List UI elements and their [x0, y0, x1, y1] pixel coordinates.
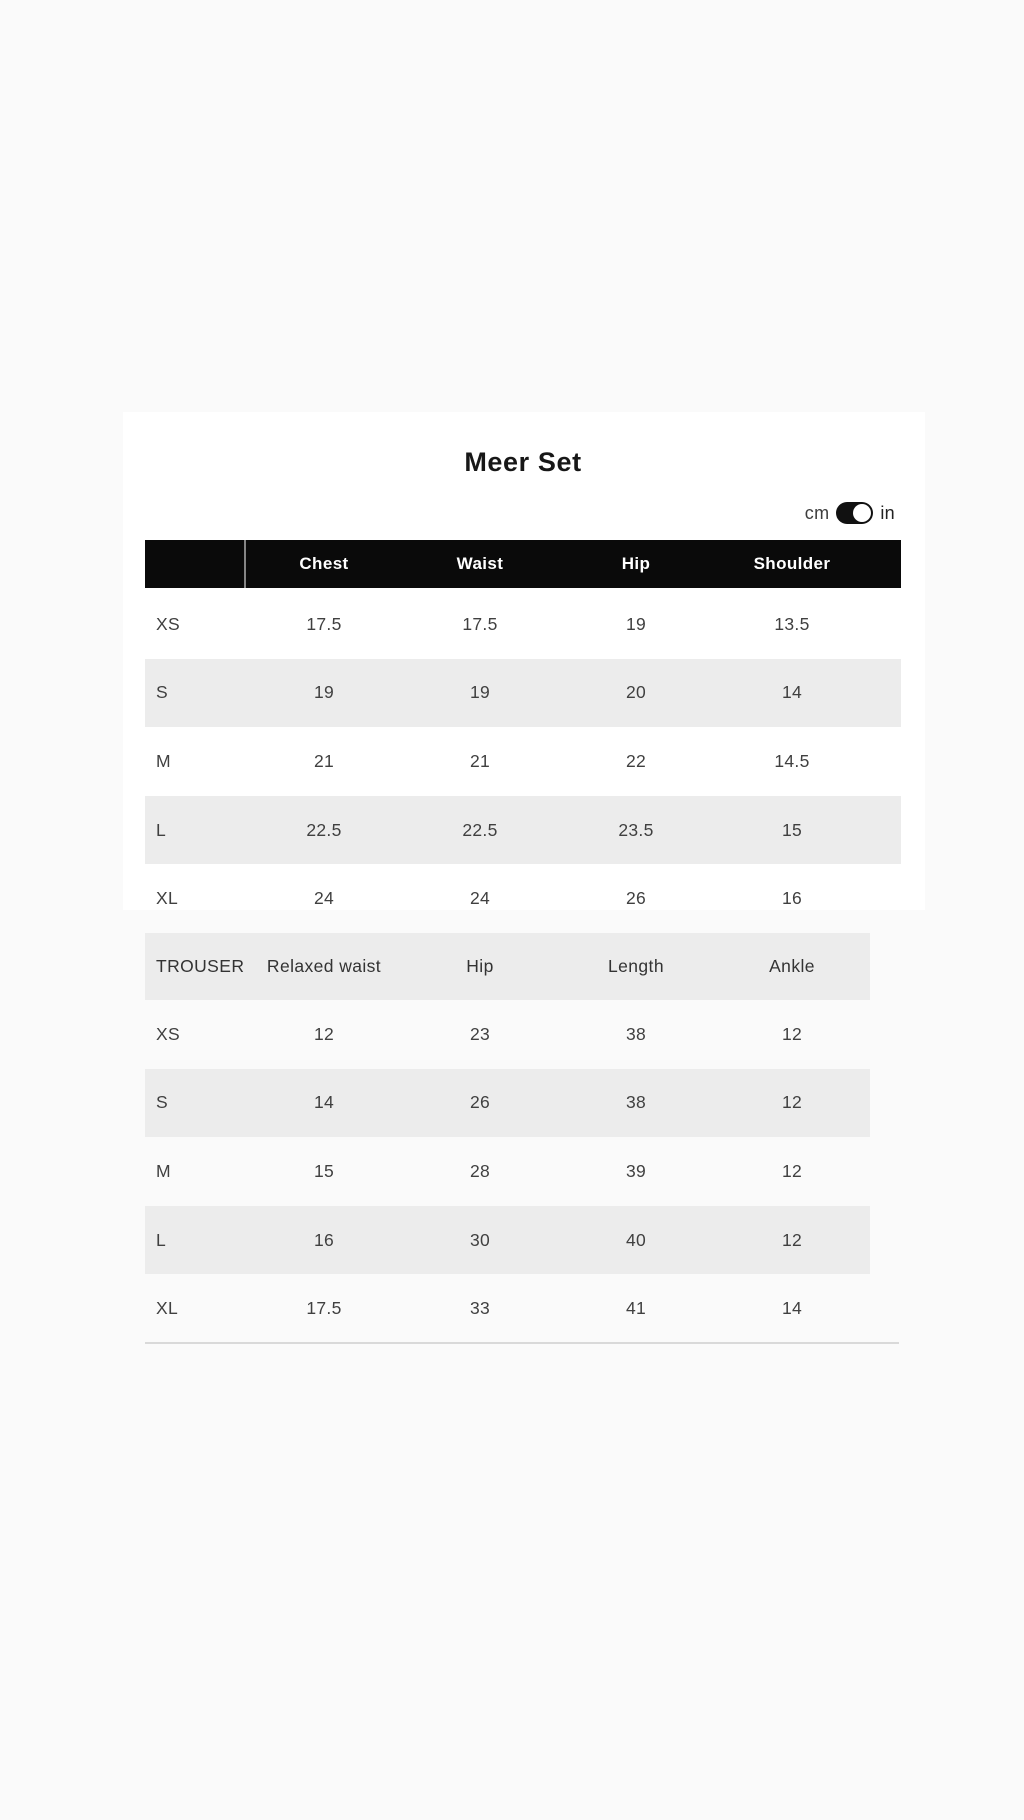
value-cell: 12	[781, 1023, 803, 1044]
value-cell: 33	[469, 1298, 491, 1319]
bottom-divider	[145, 1342, 899, 1344]
value-cell: 21	[469, 750, 491, 771]
value-cell: 12	[781, 1229, 803, 1250]
value-cell: 15	[781, 819, 803, 840]
value-cell: 16	[781, 888, 803, 909]
header-size-cell	[145, 540, 246, 588]
value-cell: 23	[469, 1023, 491, 1044]
value-cell: 26	[625, 888, 647, 909]
table-header-row	[145, 933, 870, 1000]
header-cell: Chest	[299, 554, 349, 573]
value-cell: 39	[625, 1160, 647, 1181]
value-cell: 30	[469, 1229, 491, 1250]
value-cell: 14	[781, 682, 803, 703]
value-cell: 40	[625, 1229, 647, 1250]
value-cell: 20	[625, 682, 647, 703]
size-cell: S	[156, 682, 168, 703]
page-title: Meer Set	[464, 447, 582, 477]
value-cell: 16	[313, 1229, 335, 1250]
value-cell: 22.5	[462, 819, 498, 840]
value-cell: 12	[781, 1160, 803, 1181]
header-size-cell: TROUSER	[156, 956, 245, 976]
table-row	[145, 590, 901, 659]
header-cell: Hip	[466, 956, 494, 976]
value-cell: 14	[781, 1298, 803, 1319]
value-cell: 21	[313, 750, 335, 771]
toggle-knob-icon	[853, 504, 871, 522]
header-cell: Shoulder	[753, 554, 831, 573]
table-row	[145, 1069, 870, 1138]
unit-toggle-bar	[145, 499, 895, 527]
value-cell: 24	[469, 888, 491, 909]
size-cell: XS	[156, 1023, 180, 1044]
value-cell: 22	[625, 750, 647, 771]
header-cell: Hip	[621, 554, 651, 573]
trouser-size-table	[145, 933, 870, 1343]
header-cell: Waist	[456, 554, 504, 573]
header-cell: Length	[608, 956, 664, 976]
table-row	[145, 659, 901, 728]
unit-toggle[interactable]	[836, 502, 873, 524]
table-row	[145, 864, 901, 933]
value-cell: 38	[625, 1092, 647, 1113]
value-cell: 13.5	[774, 613, 810, 634]
table-row	[145, 1137, 870, 1206]
table-row	[145, 1000, 870, 1069]
value-cell: 38	[625, 1023, 647, 1044]
size-cell: L	[156, 1229, 167, 1250]
table-row	[145, 727, 901, 796]
cm-label[interactable]: cm	[804, 502, 830, 523]
in-label[interactable]: in	[880, 502, 895, 523]
value-cell: 17.5	[306, 613, 342, 634]
value-cell: 17.5	[306, 1298, 342, 1319]
table-row	[145, 1274, 870, 1343]
value-cell: 19	[625, 613, 647, 634]
value-cell: 41	[625, 1298, 647, 1319]
value-cell: 19	[469, 682, 491, 703]
value-cell: 15	[313, 1160, 335, 1181]
value-cell: 24	[313, 888, 335, 909]
value-cell: 17.5	[462, 613, 498, 634]
top-size-table	[145, 540, 901, 933]
size-cell: XL	[156, 1298, 179, 1319]
size-cell: L	[156, 819, 167, 840]
value-cell: 22.5	[306, 819, 342, 840]
value-cell: 14	[313, 1092, 335, 1113]
value-cell: 12	[781, 1092, 803, 1113]
table-row	[145, 796, 901, 865]
value-cell: 14.5	[774, 750, 810, 771]
size-cell: XS	[156, 613, 180, 634]
table-row	[145, 1206, 870, 1275]
header-cell: Ankle	[769, 956, 815, 976]
value-cell: 23.5	[618, 819, 654, 840]
value-cell: 26	[469, 1092, 491, 1113]
size-cell: M	[156, 1160, 171, 1181]
size-cell: S	[156, 1092, 168, 1113]
value-cell: 19	[313, 682, 335, 703]
value-cell: 28	[469, 1160, 491, 1181]
value-cell: 12	[313, 1023, 335, 1044]
size-cell: M	[156, 750, 171, 771]
table-header-row	[145, 540, 901, 588]
size-cell: XL	[156, 888, 179, 909]
header-cell: Relaxed waist	[266, 956, 382, 976]
